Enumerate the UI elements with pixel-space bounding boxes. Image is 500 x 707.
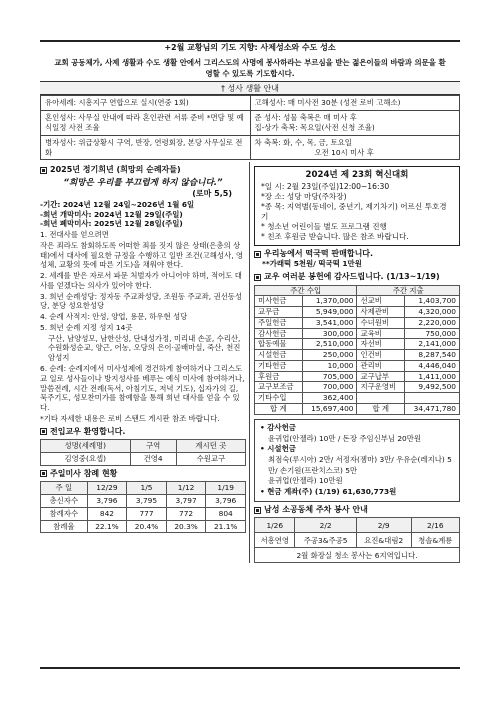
- finance-section-title: [254, 272, 460, 283]
- attendance-header: 1/12: [166, 482, 206, 495]
- donation-line: • 현금 계좌(주) (1/19) 61,630,773원: [260, 487, 397, 497]
- marriage-label: 혼인성사:: [45, 113, 77, 123]
- attendance-cell: 총신자수: [41, 494, 88, 507]
- finance-cell: 기타수입: [255, 393, 303, 404]
- sale-line: **가래떡 5천원/ 떡국떡 1만원: [262, 259, 362, 269]
- finance-cell: 지구운영비: [357, 382, 405, 393]
- finance-cell: 4,446,040: [405, 360, 460, 371]
- finance-cell: 선교비: [357, 296, 405, 307]
- finance-cell: 1,411,000: [405, 371, 460, 382]
- event-line: * 청소년 어린이들 별도 프로그램 진행: [261, 221, 387, 231]
- table-row: [255, 296, 460, 307]
- attendance-cell: 842: [87, 507, 127, 520]
- transfer-section-title: [40, 427, 246, 438]
- finance-cell: 합 계: [357, 404, 405, 415]
- sale-title: 우리농에서 떡국떡 판매합니다.: [264, 248, 374, 258]
- donation-line: • 감사헌금: [260, 422, 296, 432]
- attendance-cell: 772: [166, 507, 206, 520]
- event-box: [254, 166, 460, 245]
- event-line: *일 시: 2월 23일(주일)12:00~16:30: [261, 181, 390, 191]
- attendance-cell: 20.4%: [127, 520, 167, 533]
- transfer-header: 구역: [130, 440, 176, 453]
- attendance-cell: 3,796: [87, 494, 127, 507]
- expense-header: 주간 지출: [357, 285, 460, 296]
- finance-cell: 후원금: [255, 371, 303, 382]
- finance-cell: 교무금: [255, 307, 303, 318]
- donation-line: 윤귀업(안젤라) 10만 / 돈장 주임신부님 20만원: [268, 433, 422, 443]
- table-row: [255, 350, 460, 361]
- finance-cell: 705,000: [302, 371, 357, 382]
- jubilee-item: 6. 순례: 순례지에서 미사성제에 경건하게 참여하거나 그리스도교 일로 성사들이나 방지성사를 베푸는 예식 미사에 참여하거나, 말씀전례, 시간 전례(독서, 아침기도, 저녁 기도), 십자가의 길, 묵주기도, 성모찬미가를 참예함을 통해 희년 대사를 얻을 수 있다.: [40, 363, 245, 413]
- jubilee-closing-mass: -희년 폐막미사: 2025년 12월 28일(주일): [40, 219, 183, 229]
- table-row: [255, 307, 460, 318]
- donation-line: • 시설헌금: [260, 444, 296, 454]
- confession-cell: 고해성사: 매 미사전 30분 (성전 로비 고해소): [250, 96, 460, 111]
- jubilee-item: 3. 희년 순례성당: 정자동 주교좌성당, 조원동 주교좌, 권선동성당, 분당 성요한성당: [40, 291, 243, 311]
- transfer-cell: 건영4: [130, 452, 176, 465]
- infant-baptism-cell: 유아세례: 시흥지구 연합으로 실시(연중 1회): [41, 96, 251, 111]
- jubilee-items: [40, 230, 246, 424]
- car-blessing-time: 오전 10시 미사 후: [314, 147, 374, 157]
- table-row: [255, 548, 460, 563]
- sacrament-table: [40, 95, 460, 160]
- finance-cell: 4,320,000: [405, 307, 460, 318]
- section-bullet-icon: [40, 428, 47, 435]
- event-line: *종 목: 지역별(동네이, 중년기, 제기차기) 어르신 투호경기: [261, 201, 447, 221]
- jubilee-opening-mass: -희년 개막미사: 2024년 12월 29일(주일): [40, 209, 183, 219]
- jubilee-title: 2025년 정기희년 (희망의 순례자들): [50, 165, 181, 175]
- bulletin-page: [40, 40, 460, 669]
- donation-line: 윤귀업(안젤라) 10만원: [268, 476, 343, 486]
- table-row: [255, 317, 460, 328]
- prayer-intention-title: +2월 교황님의 기도 지향: 사제성소와 수도 성소: [40, 40, 460, 54]
- finance-cell: 362,400: [302, 393, 357, 404]
- table-row: [255, 328, 460, 339]
- transfer-title: 전입교우 환영합니다.: [50, 426, 126, 436]
- table-row: [41, 494, 246, 507]
- finance-cell: [405, 393, 460, 404]
- finance-cell: 수녀원비: [357, 317, 405, 328]
- attendance-header: 1/5: [127, 482, 167, 495]
- event-line: * 친조 후원금 받습니다. 많은 참조 바랍니다.: [261, 231, 409, 241]
- section-bullet-icon: [254, 507, 261, 514]
- finance-title: 교우 여러분 봉헌에 감사드립니다. (1/13~1/19): [264, 272, 440, 282]
- parking-assignee: 주공3&주공5: [295, 533, 356, 548]
- right-column: [250, 162, 460, 563]
- table-row: [255, 339, 460, 350]
- income-header: 주간 수입: [255, 285, 357, 296]
- finance-cell: 10,000: [302, 360, 357, 371]
- table-row: [41, 520, 246, 533]
- attendance-cell: 21.1%: [206, 520, 246, 533]
- two-column-body: [40, 162, 460, 563]
- finance-cell: 주일헌금: [255, 317, 303, 328]
- attendance-cell: 3,797: [166, 494, 206, 507]
- transfer-table: [40, 439, 246, 466]
- jubilee-quote: “희망은 우리를 부끄럽게 하지 않습니다.”: [63, 177, 223, 188]
- table-row: [41, 507, 246, 520]
- parking-date: 2/9: [356, 518, 411, 533]
- attendance-cell: 804: [206, 507, 246, 520]
- jubilee-item: *기타 자세한 내용은 로비 스탠드 게시판 참조 바랍니다.: [40, 413, 220, 423]
- house-blessing-line: 집-상가 축복: 목요일(사전 신청 조율): [254, 123, 375, 132]
- finance-table: [254, 285, 460, 415]
- transfer-header: 계시던 곳: [176, 440, 245, 453]
- jubilee-item: 구산, 남양성모, 남한산성, 단내성가정, 미리내 손골, 수리산, 수원화성순교, 양근, 어농, 오당의 은이·골배마실, 죽산, 천진암성지: [48, 333, 241, 363]
- finance-cell: 사제관비: [357, 307, 405, 318]
- finance-cell: 1,370,000: [302, 296, 357, 307]
- attendance-table: [40, 481, 246, 533]
- table-row: [41, 452, 246, 465]
- sick-cell: [41, 135, 251, 160]
- jubilee-item: 작은 죄라도 참회하도록 어떠한 죄를 짓지 않은 상태(은총의 상태)에서 대사에 필요한 규정을 수행하고 일반 조건(고해성사, 영성체, 교황의 뜻에 따른 기도)을 채워야 한다.: [40, 240, 244, 270]
- finance-cell: 2,220,000: [405, 317, 460, 328]
- sale-section-title: [254, 249, 460, 260]
- sacrament-guide-heading: † 성사 생활 안내: [40, 81, 460, 95]
- finance-cell: 300,000: [302, 328, 357, 339]
- finance-cell: 인건비: [357, 350, 405, 361]
- finance-cell: 미사헌금: [255, 296, 303, 307]
- parking-section-title: [254, 505, 460, 516]
- finance-cell: 250,000: [302, 350, 357, 361]
- finance-cell: 교구납부: [357, 371, 405, 382]
- finance-cell: 1,403,700: [405, 296, 460, 307]
- attendance-header: 12/29: [87, 482, 127, 495]
- finance-cell: 교육비: [357, 328, 405, 339]
- section-bullet-icon: [40, 470, 47, 477]
- finance-cell: 교구보조금: [255, 382, 303, 393]
- restroom-note: 2월 화장실 청소 봉사는 6지역입니다.: [255, 548, 460, 563]
- finance-cell: 3,541,000: [302, 317, 357, 328]
- finance-total-row: [255, 404, 460, 415]
- donation-line: 최점숙(루시아) 2만/ 서정자(젬마) 3만/ 우유순(레지나) 5만/ 손기원(프란치스코) 5만: [268, 454, 452, 475]
- finance-cell: 2,510,000: [302, 339, 357, 350]
- finance-cell: 700,000: [302, 382, 357, 393]
- finance-cell: 750,000: [405, 328, 460, 339]
- finance-cell: 합 계: [255, 404, 303, 415]
- parking-date: 2/2: [295, 518, 356, 533]
- section-bullet-icon: [254, 251, 261, 258]
- attendance-cell: 20.3%: [166, 520, 206, 533]
- jubilee-quote-ref: (로마 5,5): [192, 189, 232, 199]
- table-row: [255, 382, 460, 393]
- attendance-header: 주 일: [41, 482, 88, 495]
- attendance-header: 1/19: [206, 482, 246, 495]
- prayer-intention-text: 교회 공동체가, 사제 생활과 수도 생활 안에서 그리스도의 사명에 봉사하라는 부르심을 받는 젊은이들의 바람과 의문을 환영할 수 있도록 기도합시다.: [54, 58, 446, 78]
- attendance-section-title: [40, 469, 246, 480]
- attendance-cell: 3,795: [127, 494, 167, 507]
- section-bullet-icon: [40, 167, 47, 174]
- table-row: [255, 533, 460, 548]
- attendance-cell: 3,796: [206, 494, 246, 507]
- finance-cell: 5,949,000: [302, 307, 357, 318]
- jubilee-item: 5. 희년 순례 지정 성지 14곳: [40, 322, 133, 332]
- marriage-text: 사무실 안내에 따라 혼인관련 서류 준비 *면담 및 예식일정 사전 조율: [45, 113, 244, 132]
- parking-assignee: 서흥연영: [255, 533, 295, 548]
- transfer-header: 성명(세례명): [41, 440, 131, 453]
- parking-title: 남성 소공동체 주차 봉사 안내: [264, 504, 368, 514]
- sacramental-cell: [250, 111, 460, 136]
- jubilee-period: -기간: 2024년 12월 24일~2026년 1월 6일: [40, 199, 195, 209]
- donation-box: [254, 419, 460, 502]
- finance-cell: 15,697,400: [302, 404, 357, 415]
- jubilee-item: 2. 세례를 받은 자로서 파문 처벌자가 아니어야 하며, 적어도 대사를 얻겠다는 의사가 있어야 한다.: [40, 271, 242, 290]
- parking-assignee: 요진&대림2: [356, 533, 411, 548]
- attendance-cell: 777: [127, 507, 167, 520]
- sick-text: 위급상황시 구역, 반장, 연령회장, 본당 사무실로 전화: [45, 137, 243, 157]
- attendance-title: 주일미사 참례 현황: [50, 468, 118, 478]
- table-row: [255, 360, 460, 371]
- jubilee-item: 4. 순례 사적지: 안성, 양업, 용문, 하우현 성당: [40, 312, 188, 322]
- finance-cell: 2,141,000: [405, 339, 460, 350]
- finance-cell: 시설헌금: [255, 350, 303, 361]
- parking-assignee: 청솔&계룡: [411, 533, 459, 548]
- finance-cell: 감사헌금: [255, 328, 303, 339]
- event-line: *장 소: 성당 마당(주차장): [261, 191, 347, 201]
- attendance-cell: 참례자수: [41, 507, 88, 520]
- left-column: [40, 162, 250, 563]
- bottom-rule: [40, 667, 460, 669]
- transfer-cell: 김영중(요셉): [41, 452, 131, 465]
- attendance-cell: 22.1%: [87, 520, 127, 533]
- finance-cell: 자선비: [357, 339, 405, 350]
- table-row: [255, 371, 460, 382]
- parking-date: 1/26: [255, 518, 295, 533]
- finance-cell: 8,287,540: [405, 350, 460, 361]
- transfer-cell: 수원교구: [176, 452, 245, 465]
- jubilee-item: 1. 전대사를 얻으려면: [40, 230, 109, 240]
- finance-cell: 9,492,500: [405, 382, 460, 393]
- sick-label: 병자성사:: [45, 137, 77, 147]
- car-blessing-days: 차 축복: 화, 수, 목, 금, 토요일: [254, 137, 352, 147]
- section-bullet-icon: [254, 274, 261, 281]
- event-title: 2024년 제 23회 혁신대회: [305, 170, 409, 181]
- finance-cell: 기타헌금: [255, 360, 303, 371]
- finance-cell: 관리비: [357, 360, 405, 371]
- parking-date: 2/16: [411, 518, 459, 533]
- car-blessing-cell: [250, 135, 460, 160]
- table-row: [255, 393, 460, 404]
- jubilee-section-title: [40, 165, 246, 176]
- blessing-line: 준 성사: 성물 축복은 매 미사 후: [254, 113, 357, 123]
- finance-cell: [357, 393, 405, 404]
- parking-table: [254, 517, 460, 563]
- marriage-cell: [41, 111, 251, 136]
- attendance-cell: 참례율: [41, 520, 88, 533]
- finance-cell: 34,471,780: [405, 404, 460, 415]
- finance-cell: 합동예물: [255, 339, 303, 350]
